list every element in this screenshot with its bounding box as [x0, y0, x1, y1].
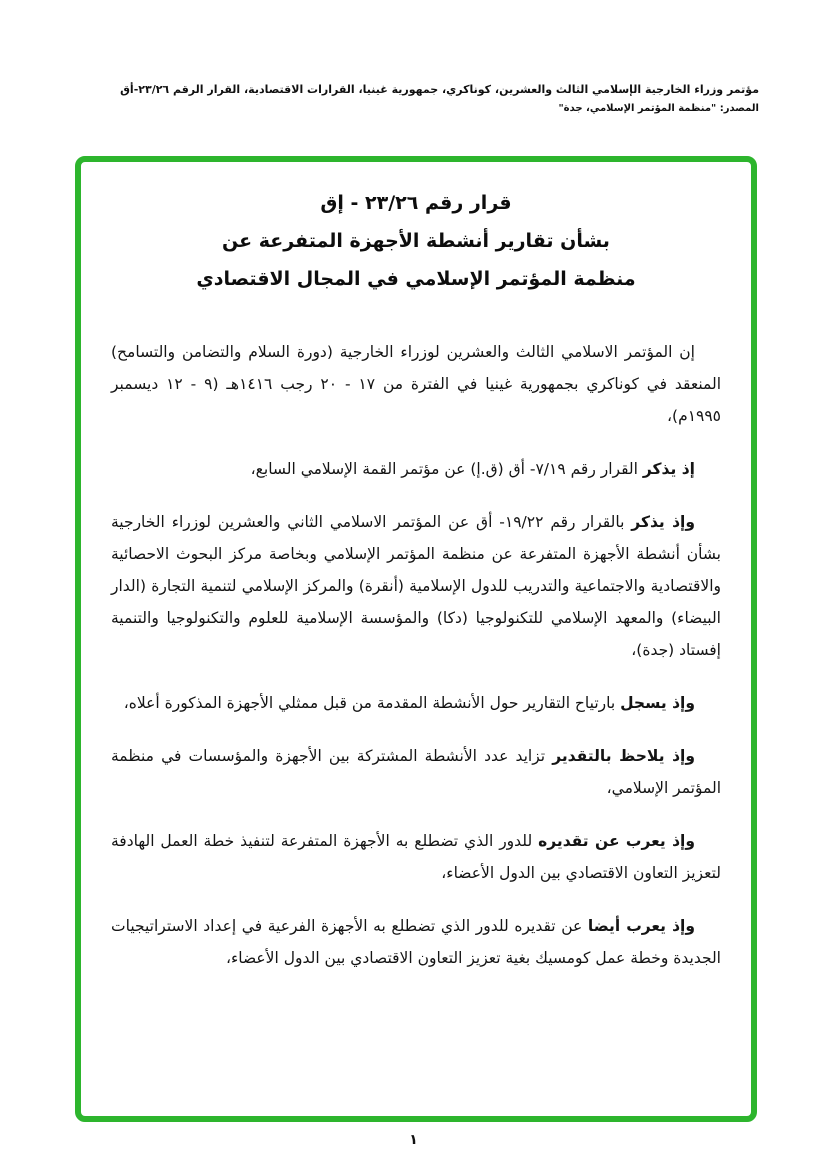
paragraph-noting-activities [111, 740, 721, 804]
header-source: المصدر: "منظمة المؤتمر الإسلامي، جدة" [558, 103, 759, 114]
title-line-number: قرار رقم ٢٣/٢٦ - إق [320, 192, 512, 214]
paragraph-text: بالقرار رقم ١٩/٢٢- أق عن المؤتمر الاسلامي الثاني والعشرين لوزراء الخارجية بشأن أنشطة الأجهزة المتفرعة عن منظمة المؤتمر الإسلامي وبخاصة مركز البحوث الاحصائية والاقتصادية والاجتماعية والتدريب للدول الإسلامية (أنقرة) والمركز الإسلامي لتنمية التجارة (الدار البيضاء) والمعهد الإسلامي للتكنولوجيا (دكا) والمؤسسة الإسلامية للعلوم والتكنولوجيا والتنمية إفستاد (جدة)، [111, 513, 721, 659]
document-header [70, 82, 759, 116]
page-number: ١ [409, 1132, 418, 1148]
paragraph-lead: وإذ يسجل [620, 694, 695, 712]
paragraph-text: للدور الذي تضطلع به الأجهزة المتفرعة لتنفيذ خطة العمل الهادفة لتعزيز التعاون الاقتصادي بين الدول الأعضاء، [111, 832, 721, 882]
resolution-title [111, 184, 721, 298]
title-line-subject: بشأن تقارير أنشطة الأجهزة المتفرعة عن [222, 230, 610, 252]
paragraph-text: القرار رقم ٧/١٩- أق (ق.إ) عن مؤتمر القمة الإسلامي السابع، [250, 460, 643, 478]
paragraph-lead: وإذ يذكر [631, 513, 696, 531]
header-citation: مؤتمر وزراء الخارجية الإسلامي الثالث والعشرين، كوناكري، جمهورية غينيا، القرارات الاقتصادية، القرار الرقم ٢٣/٢٦-أق [120, 83, 759, 96]
paragraph-recalling-resolution [111, 506, 721, 666]
title-line-organization: منظمة المؤتمر الإسلامي في المجال الاقتصادي [196, 268, 636, 290]
paragraph-recalling-summit [111, 453, 721, 485]
paragraph-noting-reports [111, 687, 721, 719]
paragraph-lead: إذ يذكر [642, 460, 695, 478]
paragraph-text: تزايد عدد الأنشطة المشتركة بين الأجهزة والمؤسسات في منظمة المؤتمر الإسلامي، [111, 747, 721, 797]
paragraph-lead: وإذ يلاحظ بالتقدير [552, 747, 695, 765]
paragraph-text: عن تقديره للدور الذي تضطلع به الأجهزة الفرعية في إعداد الاستراتيجيات الجديدة وخطة عمل كومسيك بغية تعزيز التعاون الاقتصادي بين الدول الأعضاء، [111, 917, 721, 967]
paragraph-expressing-appreciation [111, 825, 721, 889]
paragraph-text: بارتياح التقارير حول الأنشطة المقدمة من قبل ممثلي الأجهزة المذكورة أعلاه، [123, 694, 621, 712]
paragraph-lead: وإذ يعرب عن تقديره [538, 832, 695, 850]
paragraph-preamble [111, 336, 721, 432]
resolution-body [111, 336, 721, 974]
paragraph-text: إن المؤتمر الاسلامي الثالث والعشرين لوزراء الخارجية (دورة السلام والتضامن والتسامح) المنعقد في كوناكري بجمهورية غينيا في الفترة من ١٧ - ٢٠ رجب ١٤١٦هـ (٩ - ١٢ ديسمبر ١٩٩٥م)، [111, 343, 722, 425]
paragraph-expressing-appreciation-also [111, 910, 721, 974]
paragraph-lead: وإذ يعرب أيضا [587, 917, 695, 935]
content-border-box [75, 156, 757, 1122]
